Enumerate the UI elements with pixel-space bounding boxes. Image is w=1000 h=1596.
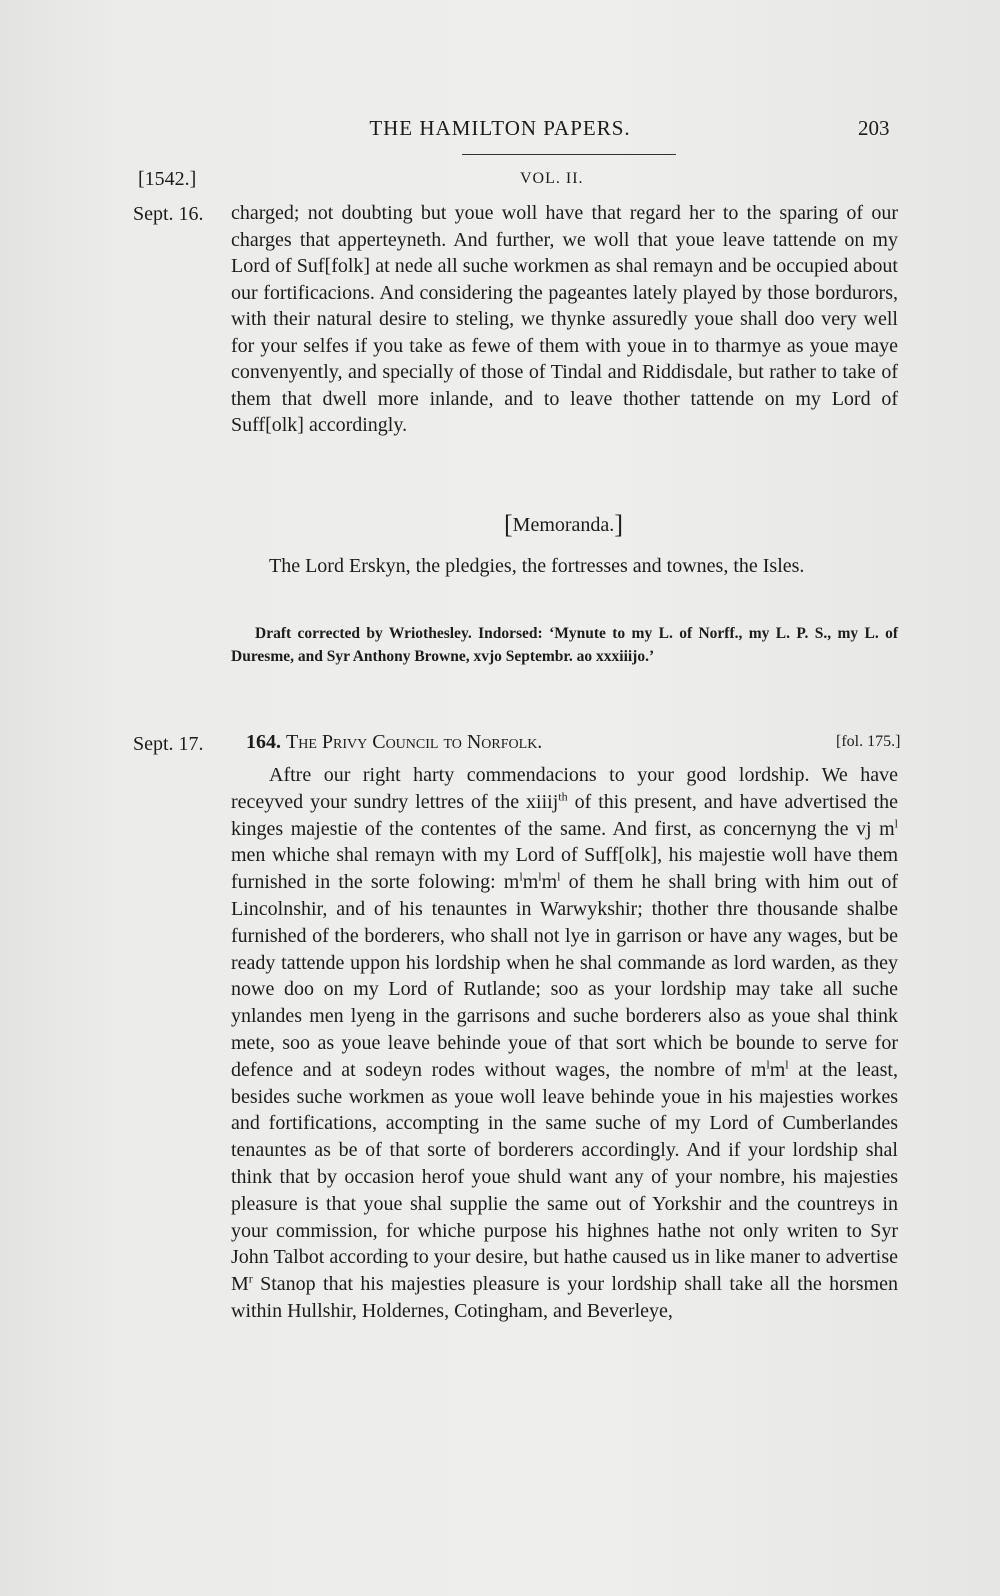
superscript: l — [766, 1057, 770, 1072]
memoranda-text: The Lord Erskyn, the pledgies, the fortresses and townes, the Isles. — [269, 555, 805, 577]
margin-date-sept-16: Sept. 16. — [133, 203, 204, 225]
running-title: THE HAMILTON PAPERS. — [369, 116, 631, 140]
letter-text: m — [522, 871, 539, 894]
memoranda-heading: [Memoranda.] — [504, 510, 623, 539]
letter-text: m — [541, 871, 558, 894]
letter-text: at the least, besides suche workmen as youe woll leave behinde youe in his majesties workes and fortifications, accompting in the same suche of my Lord of Cumberlandes tenauntes as be of that sorte of borderers accordingly. And if your lordship shal think that by occasion herof youe shuld want any of your nombre, his majesties pleasure is that youe shal supplie the same out of Yorkshir and the countreys in your commission, for whiche purpose his highnes hathe not only writen to Syr John Talbot according to your desire, but hathe caused us in like maner to advertise M — [231, 1058, 898, 1296]
superscript: th — [558, 789, 568, 804]
superscript: l — [519, 869, 523, 884]
continued-paragraph — [231, 200, 898, 439]
superscript: l — [557, 869, 561, 884]
letter-text: men whiche shal remayn with my Lord of Suff[olk], his majestie woll have them furnished in the sorte folowing: m — [231, 844, 898, 894]
letter-text: of this present, and have advertised the kinges majestie of the contentes of the same. And first, as concernyng the vj m — [231, 790, 899, 840]
folio-reference: [fol. 175.] — [836, 733, 901, 750]
header-rule — [462, 154, 676, 155]
memoranda-label: Memoranda. — [512, 514, 615, 536]
letter-text: m — [769, 1058, 786, 1081]
memoranda-paragraph — [231, 553, 898, 580]
letter-text: Aftre our right harty commendacions to your good lordship. We have receyved your sundry lettres of the xiiij — [231, 764, 898, 813]
draft-note-text: Draft corrected by Wriothesley. Indorsed: ‘Mynute to my L. of Norff., my L. P. S., my L. of Duresme, and Syr Anthony Browne, xvjo Septembr. ao xxxiiijo.’ — [231, 625, 898, 665]
superscript: l — [785, 1057, 789, 1072]
superscript: l — [538, 869, 542, 884]
letter-text: Stanop that his majesties pleasure is your lordship shall take all the horsmen within Hullshir, Holdernes, Cotingham, and Beverleye, — [231, 1273, 898, 1322]
page-number: 203 — [858, 116, 890, 140]
draft-note — [231, 622, 898, 668]
letter-body — [231, 762, 898, 1325]
year-label: [1542.] — [138, 168, 197, 190]
letter-text: of them he shall bring with him out of Lincolnshir, and of his tenauntes in Warwykshir; thother thre thousande shalbe furnished of the borderers, who shall not lye in garrison or have any wages, but be ready tattende uppon his lordship when he shal commande as lord warden, as they nowe doo on my Lord of Rutlande; soo as your lordship may take all suche ynlandes men lyeng in the garrisons and suche borderers also as youe shal think mete, soo as youe leave behinde youe of that sort which be bounde to serve for defence and at sodeyn rodes without wages, the nombre of m — [231, 871, 898, 1081]
entry-title: The Privy Council to Norfolk. — [286, 731, 543, 753]
superscript: r — [248, 1271, 253, 1286]
superscript: l — [894, 815, 898, 830]
letter-paragraph — [231, 762, 898, 1325]
entry-number: 164. — [246, 731, 281, 753]
paragraph-text: charged; not doubting but youe woll have that regard her to the sparing of our charges that apperteyneth. And further, we woll that youe leave tattende on my Lord of Suf[folk] at nede all suche workmen as shal remayn and be occupied about our fortificacions. And considering the pageantes lately played by those bordurors, with their natural desire to steling, we thynke assuredly youe shall doo very well for your selfes if you take as fewe of them with youe in to tharmye as youe maye convenyently, and specially of those of Tindal and Riddisdale, but rather to take of them that dwell more inlande, and to leave thother tattende on my Lord of Suff[olk] accordingly. — [231, 202, 898, 436]
margin-date-sept-17: Sept. 17. — [133, 733, 204, 755]
entry-heading — [246, 731, 542, 754]
volume-label: VOL. II. — [520, 170, 584, 187]
